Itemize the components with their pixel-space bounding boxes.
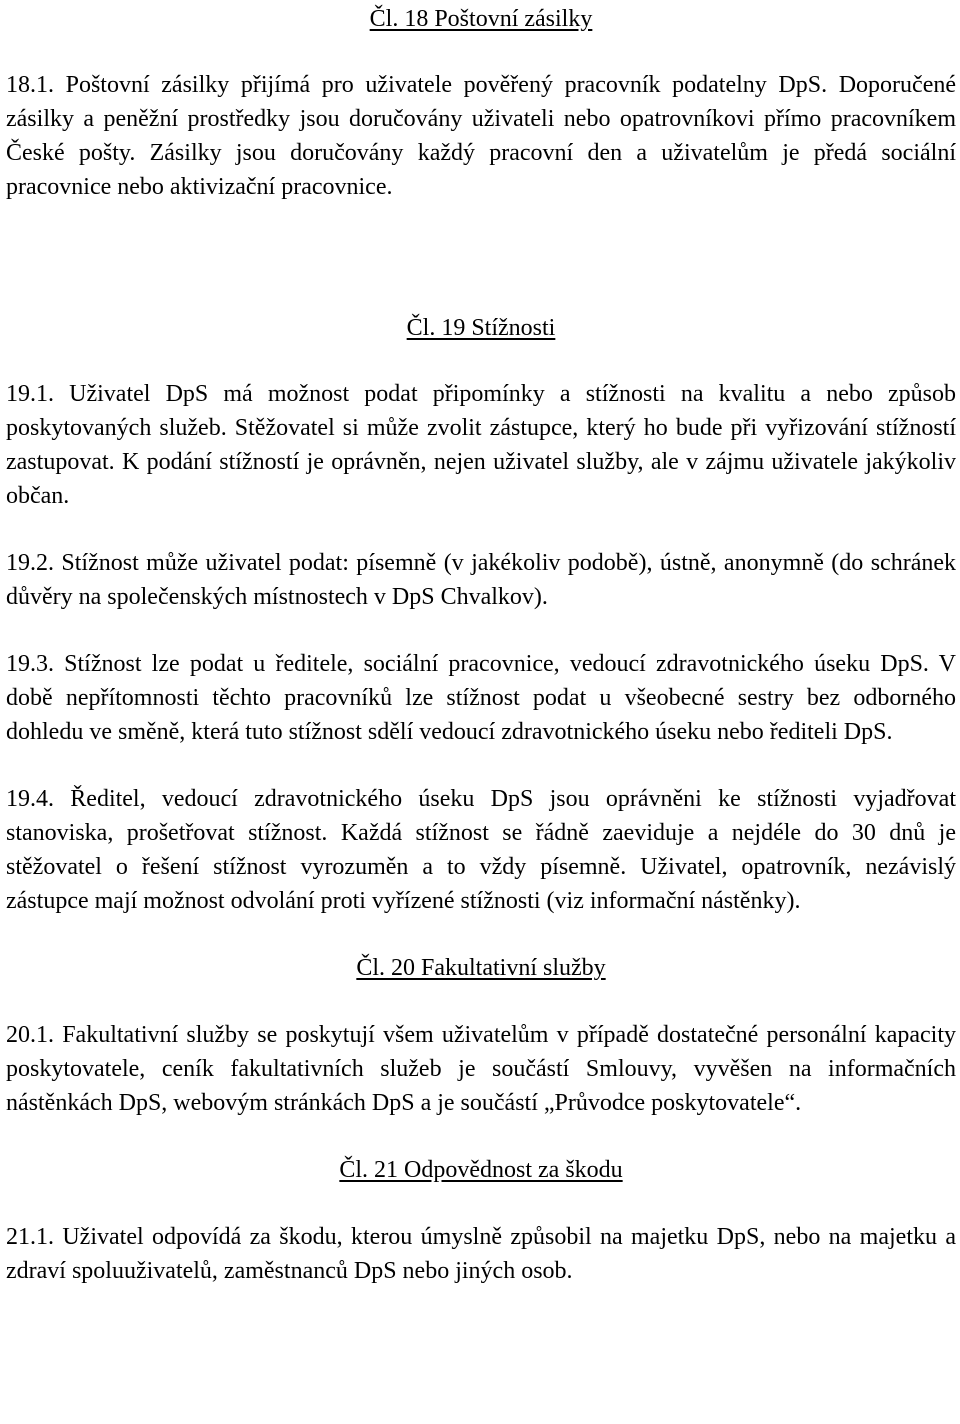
document-page [6, 0, 956, 1288]
section-heading-18: Čl. 18 Poštovní zásilky [369, 6, 593, 32]
paragraph-19-4: 19.4. Ředitel, vedoucí zdravotnického úseku DpS jsou oprávněni ke stížnosti vyjadřovat stanoviska, prošetřovat stížnost. Každá stížnost se řádně zaeviduje a nejdéle do 30 dnů je stěžovatel o řešení stížnost vyrozuměn a to vždy písemně. Uživatel, opatrovník, nezávislý zástupce mají možnost odvolání proti vyřízené stížnosti (viz informační nástěnky). [6, 786, 956, 914]
section-heading-20: Čl. 20 Fakultativní služby [356, 955, 606, 981]
paragraph-19-1: 19.1. Uživatel DpS má možnost podat připomínky a stížnosti na kvalitu a nebo způsob poskytovaných služeb. Stěžovatel si může zvolit zástupce, který ho bude při vyřizování stížností zastupovat. K podání stížností je oprávněn, nejen uživatel služby, ale v zájmu uživatele jakýkoliv občan. [6, 381, 956, 509]
paragraph-21-1: 21.1. Uživatel odpovídá za škodu, kterou úmyslně způsobil na majetku DpS, nebo na majetku a zdraví spoluuživatelů, zaměstnanců DpS nebo jiných osob. [6, 1224, 956, 1284]
paragraph-19-2: 19.2. Stížnost může uživatel podat: písemně (v jakékoliv podobě), ústně, anonymně (do schránek důvěry na společenských místnostech v DpS Chvalkov). [6, 550, 956, 610]
section-heading-21: Čl. 21 Odpovědnost za škodu [339, 1157, 623, 1183]
paragraph-20-1: 20.1. Fakultativní služby se poskytují všem uživatelům v případě dostatečné personální kapacity poskytovatele, ceník fakultativních služeb je součástí Smlouvy, vyvěšen na informačních nástěnkách DpS, webovým stránkách DpS a je součástí „Průvodce poskytovatele“. [6, 1022, 956, 1116]
paragraph-18-1: 18.1. Poštovní zásilky přijímá pro uživatele pověřený pracovník podatelny DpS. Doporučené zásilky a peněžní prostředky jsou doručovány uživateli nebo opatrovníkovi přímo pracovníkem České pošty. Zásilky jsou doručovány každý pracovní den a uživatelům je předá sociální pracovnice nebo aktivizační pracovnice. [6, 72, 956, 200]
section-heading-19: Čl. 19 Stížnosti [406, 315, 556, 341]
paragraph-19-3: 19.3. Stížnost lze podat u ředitele, sociální pracovnice, vedoucí zdravotnického úseku DpS. V době nepřítomnosti těchto pracovníků lze stížnost podat u všeobecné sestry bez odborného dohledu ve směně, která tuto stížnost sdělí vedoucí zdravotnického úseku nebo řediteli DpS. [6, 651, 956, 745]
